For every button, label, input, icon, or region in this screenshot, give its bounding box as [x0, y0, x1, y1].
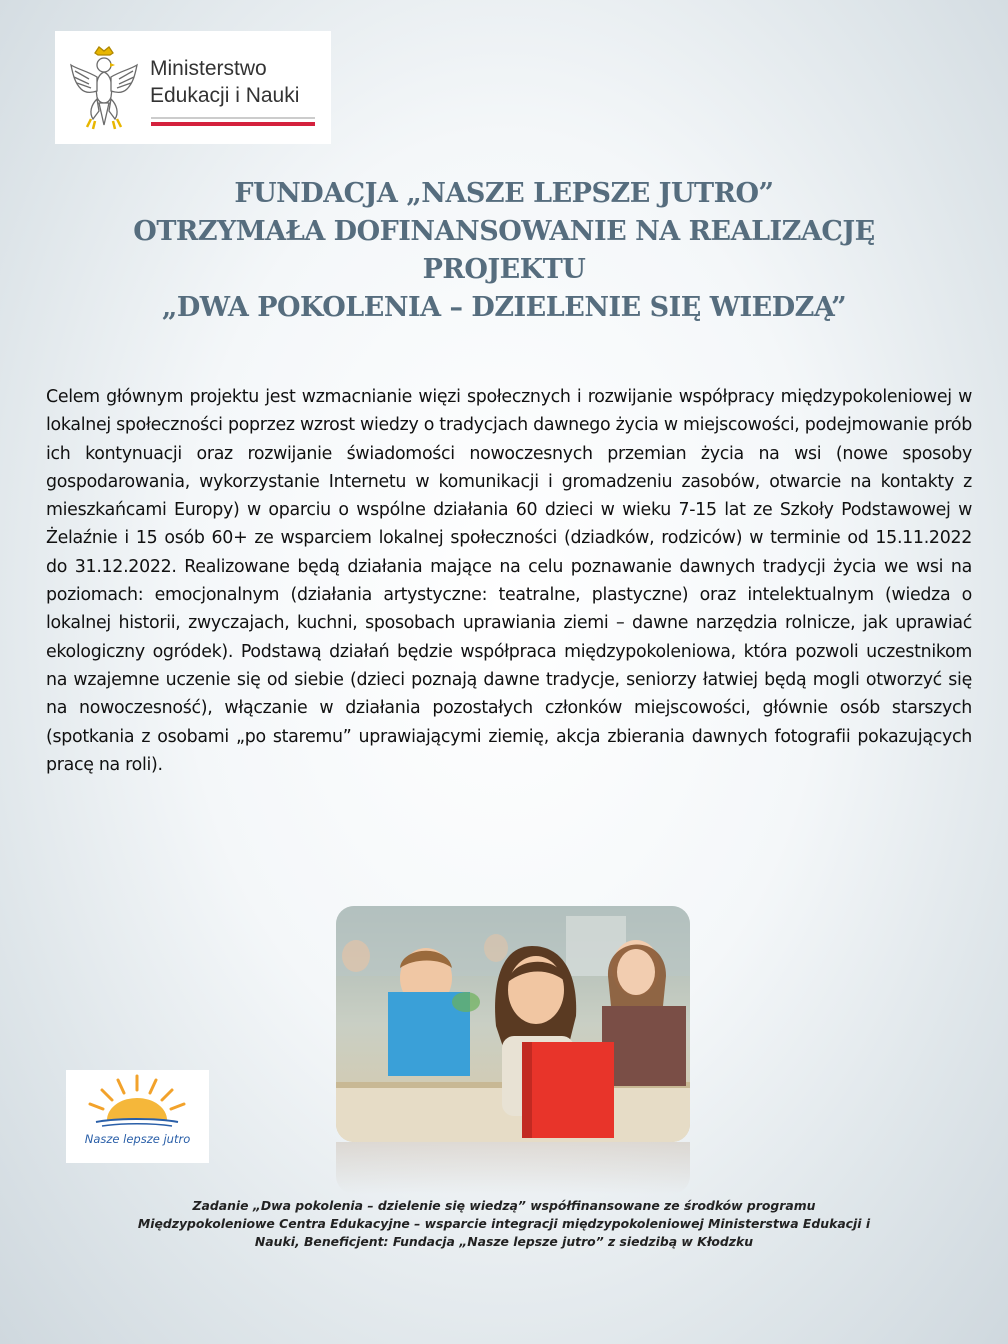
title-line4: „DWA POKOLENIA – DZIELENIE SIĘ WIEDZĄ”: [161, 292, 847, 323]
title-line3: PROJEKTU: [422, 254, 586, 285]
logo-divider-gray: [151, 117, 315, 119]
ministry-name-line1: Ministerstwo: [150, 57, 267, 80]
project-description: Celem głównym projektu jest wzmacnianie więzi społecznych i rozwijanie współpracy międzypokoleniowej w lokalnej społeczności poprzez wzrost wiedzy o tradycjach dawnego życia w miejscowości, podejmowanie prób ich kontynuacji oraz rozwijanie świadomości nowoczesnych przemian życia na wsi (nowe sposoby gospodarowania, wykorzystanie Internetu w komunikacji i gromadzeniu zasobów, otwarcie na kontakty z mieszkańcami Europy) w oparciu o wspólne działania 60 dzieci w wieku 7-15 lat ze Szkoły Podstawowej w Żelaźnie i 15 osób 60+ ze wsparciem lokalnej społeczności (dziadków, rodziców) w terminie od 15.11.2022 do 31.12.2022. Realizowane będą działania mające na celu poznawanie dawnych tradycji życia we wsi na poziomach: emocjonalnym (działania artystyczne: teatralne, plastyczne) oraz intelektualnym (wiedza o lokalnej historii, zwyczajach, kuchni, sposobach uprawiania ziemi – dawne narzędzia rolnicze, jak uprawiać ekologiczny ogródek). Podstawą działań będzie współpraca międzypokoleniowa, która pozwoli uczestnikom na wzajemne uczenie się od siebie (dzieci poznają dawne tradycje, seniorzy łatwiej będą mogli otworzyć się na nowoczesność), włączanie w działania pozostałych członków miejscowości, głównie osób starszych (spotkania z osobami „po staremu” uprawiającymi ziemię, akcja zbierania dawnych fotografii pokazujących pracę na roli).: [46, 387, 972, 775]
title-line1: FUNDACJA „NASZE LEPSZE JUTRO”: [234, 178, 774, 209]
rising-sun-icon: [66, 1070, 209, 1130]
footer-line1: Zadanie „Dwa pokolenia – dzielenie się wiedzą” współfinansowane ze środków programu: [192, 1198, 816, 1213]
footer-line3: Nauki, Beneficjent: Fundacja „Nasze lepsze jutro” z siedzibą w Kłodzku: [254, 1234, 754, 1249]
footer-line2: Międzypokoleniowe Centra Edukacyjne – wsparcie integracji międzypokoleniowej Ministerstwa Edukacji i: [137, 1216, 871, 1231]
ministry-name-line2: Edukacji i Nauki: [150, 84, 300, 107]
foundation-name: Nasze lepsze jutro: [84, 1132, 191, 1146]
photo-reflection: [336, 1142, 690, 1194]
ministry-logo: [55, 31, 331, 144]
ministry-name: [150, 55, 299, 109]
title-line2: OTRZYMAŁA DOFINANSOWANIE NA REALIZACJĘ: [133, 216, 875, 247]
children-with-books-image: [336, 906, 690, 1142]
foundation-logo: [66, 1070, 209, 1163]
footer-note: [60, 1197, 948, 1251]
eagle-emblem-icon: [69, 45, 139, 131]
logo-divider-red: [151, 122, 315, 126]
page-title: [60, 175, 948, 327]
children-photo: [336, 906, 690, 1142]
